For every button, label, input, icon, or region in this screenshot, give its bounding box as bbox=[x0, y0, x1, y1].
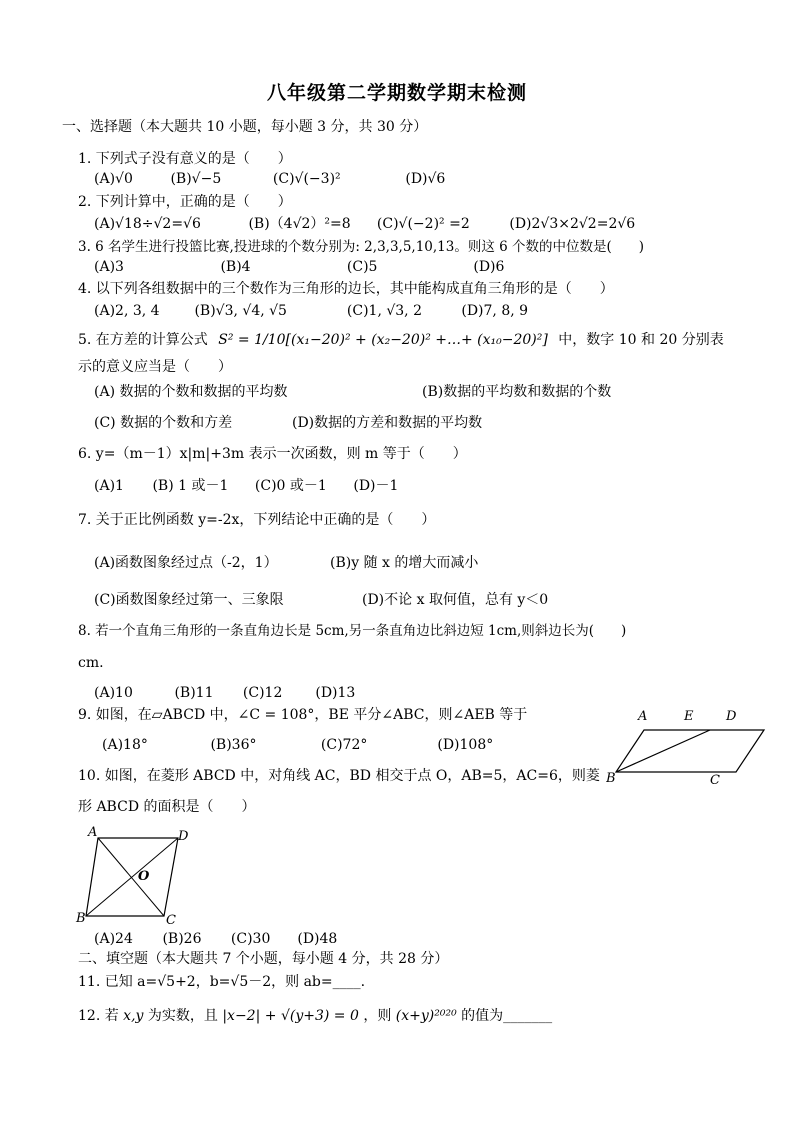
option-a: (A)24 bbox=[94, 931, 133, 947]
question-7-option-d: (D)不论 x 取何值，总有 y＜0 bbox=[362, 592, 549, 608]
diagonal-bd bbox=[86, 838, 178, 916]
option-b: (B)4 bbox=[220, 259, 251, 275]
option-d: (D)48 bbox=[297, 931, 338, 947]
parallelogram-abcd bbox=[616, 730, 764, 772]
question-5-line2: 示的意义应当是（ ） bbox=[78, 359, 232, 375]
question-10-line2: 形 ABCD 的面积是（ ） bbox=[78, 799, 256, 815]
option-b: (B)√−5 bbox=[170, 171, 222, 187]
question-5-prefix: 5. 在方差的计算公式 bbox=[78, 332, 208, 348]
parallelogram-figure bbox=[606, 700, 776, 792]
question-5-option-c: (C) 数据的个数和方差 bbox=[94, 415, 233, 431]
question-11: 11. 已知 a=√5+2，b=√5－2，则 ab=____. bbox=[78, 974, 366, 990]
option-c: (C)1, √3, 2 bbox=[346, 303, 422, 319]
label-o: O bbox=[138, 869, 150, 884]
question-5-option-d: (D)数据的方差和数据的平均数 bbox=[292, 415, 483, 431]
option-c: (C)5 bbox=[346, 259, 378, 275]
question-12 bbox=[78, 1007, 552, 1025]
option-b: (B)26 bbox=[162, 931, 202, 947]
option-a: (A)18° bbox=[102, 737, 148, 753]
question-12-expr: (x+y)²⁰²⁰ bbox=[395, 1008, 457, 1024]
option-c: (C)√(−2)² =2 bbox=[376, 216, 470, 232]
question-5-suffix: 中，数字 10 和 20 分别表 bbox=[558, 332, 724, 348]
question-4-options bbox=[94, 302, 528, 320]
option-b: (B)36° bbox=[210, 737, 257, 753]
section-fill-heading: 二、填空题（本大题共 7 个小题，每小题 4 分，共 28 分） bbox=[78, 951, 449, 967]
label-a: A bbox=[88, 825, 98, 840]
option-d: (D)13 bbox=[315, 685, 356, 701]
label-c: C bbox=[710, 773, 720, 788]
option-b: (B) 1 或－1 bbox=[152, 478, 229, 494]
question-3-stem: 3. 6 名学生进行投篮比赛,投进球的个数分别为: 2,3,3,5,10,13。则这 6 个数的中位数是( ) bbox=[78, 239, 645, 255]
option-c: (C)12 bbox=[242, 685, 283, 701]
question-3-options bbox=[94, 258, 504, 276]
label-b: B bbox=[606, 771, 616, 786]
question-9-stem: 9. 如图，在▱ABCD 中，∠C = 108°，BE 平分∠ABC，则∠AEB 等于 bbox=[78, 707, 528, 723]
question-5-option-b: (B)数据的平均数和数据的个数 bbox=[422, 384, 612, 400]
diagonal-ac bbox=[98, 838, 164, 916]
question-12-formula: |x−2| + √(y+3) = 0 bbox=[222, 1008, 359, 1024]
question-12-prefix: 12. 若 bbox=[78, 1008, 119, 1024]
question-7-option-b: (B)y 随 x 的增大而减小 bbox=[330, 555, 479, 571]
option-a: (A)1 bbox=[94, 478, 124, 494]
question-2-options bbox=[94, 215, 635, 233]
option-c: (C)72° bbox=[320, 737, 368, 753]
label-d: D bbox=[726, 709, 737, 724]
question-12-vars: x,y bbox=[123, 1008, 144, 1024]
option-d: (D)6 bbox=[473, 259, 505, 275]
option-b: (B)（4√2）²=8 bbox=[248, 216, 351, 232]
question-5-option-a: (A) 数据的个数和数据的平均数 bbox=[94, 384, 288, 400]
option-a: (A)3 bbox=[94, 259, 124, 275]
page-title: 八年级第二学期数学期末检测 bbox=[266, 82, 527, 104]
question-12-mid: 为实数，且 bbox=[147, 1008, 218, 1024]
section-choice-heading: 一、选择题（本大题共 10 小题，每小题 3 分，共 30 分） bbox=[62, 119, 428, 135]
option-a: (A)10 bbox=[94, 685, 133, 701]
option-b: (B)11 bbox=[174, 685, 214, 701]
question-1-stem: 1. 下列式子没有意义的是（ ） bbox=[78, 151, 292, 167]
question-8-stem: 8. 若一个直角三角形的一条直角边长是 5cm,另一条直角边比斜边短 1cm,则斜边长为( ) bbox=[78, 623, 627, 639]
label-c: C bbox=[166, 913, 176, 928]
label-d: D bbox=[178, 829, 189, 844]
label-b: B bbox=[76, 911, 86, 926]
question-4-stem: 4. 以下列各组数据中的三个数作为三角形的边长，其中能构成直角三角形的是（ ） bbox=[78, 281, 614, 297]
question-1-options bbox=[94, 170, 445, 188]
option-b: (B)√3, √4, √5 bbox=[194, 303, 287, 319]
option-c: (C)√(−3)² bbox=[272, 171, 341, 187]
question-7-option-c: (C)函数图象经过第一、三象限 bbox=[94, 592, 284, 608]
rhombus-figure bbox=[74, 822, 204, 930]
question-6-options bbox=[94, 477, 398, 495]
option-d: (D)√6 bbox=[405, 171, 446, 187]
question-8-line2: cm. bbox=[78, 655, 104, 671]
question-12-mid2: ，则 bbox=[363, 1008, 392, 1024]
option-d: (D)108° bbox=[437, 737, 494, 753]
option-a: (A)√18÷√2=√6 bbox=[94, 216, 201, 232]
question-10-stem: 10. 如图，在菱形 ABCD 中，对角线 AC，BD 相交于点 O，AB=5，AC=6，则菱 bbox=[78, 768, 600, 784]
label-e: E bbox=[684, 709, 694, 724]
option-d: (D)2√3×2√2=2√6 bbox=[509, 216, 636, 232]
question-10-options bbox=[94, 930, 337, 948]
question-6-stem: 6. y=（m－1）x|m|+3m 表示一次函数，则 m 等于（ ） bbox=[78, 446, 467, 462]
question-5-stem bbox=[78, 331, 724, 349]
question-7-stem: 7. 关于正比例函数 y=-2x，下列结论中正确的是（ ） bbox=[78, 512, 436, 528]
variance-formula: S² = 1/10[(x₁−20)² + (x₂−20)² +…+ (x₁₀−20)²] bbox=[218, 332, 548, 348]
option-a: (A)√0 bbox=[94, 171, 133, 187]
question-8-options bbox=[94, 684, 355, 702]
option-c: (C)30 bbox=[230, 931, 271, 947]
option-a: (A)2, 3, 4 bbox=[94, 303, 160, 319]
option-d: (D)7, 8, 9 bbox=[461, 303, 529, 319]
option-d: (D)－1 bbox=[353, 478, 399, 494]
question-9-options bbox=[102, 736, 493, 754]
question-12-suffix: 的值为_______ bbox=[461, 1008, 553, 1024]
question-2-stem: 2. 下列计算中，正确的是（ ） bbox=[78, 194, 292, 210]
label-a: A bbox=[638, 709, 648, 724]
option-c: (C)0 或－1 bbox=[254, 478, 327, 494]
question-7-option-a: (A)函数图象经过点（-2，1） bbox=[94, 555, 278, 571]
